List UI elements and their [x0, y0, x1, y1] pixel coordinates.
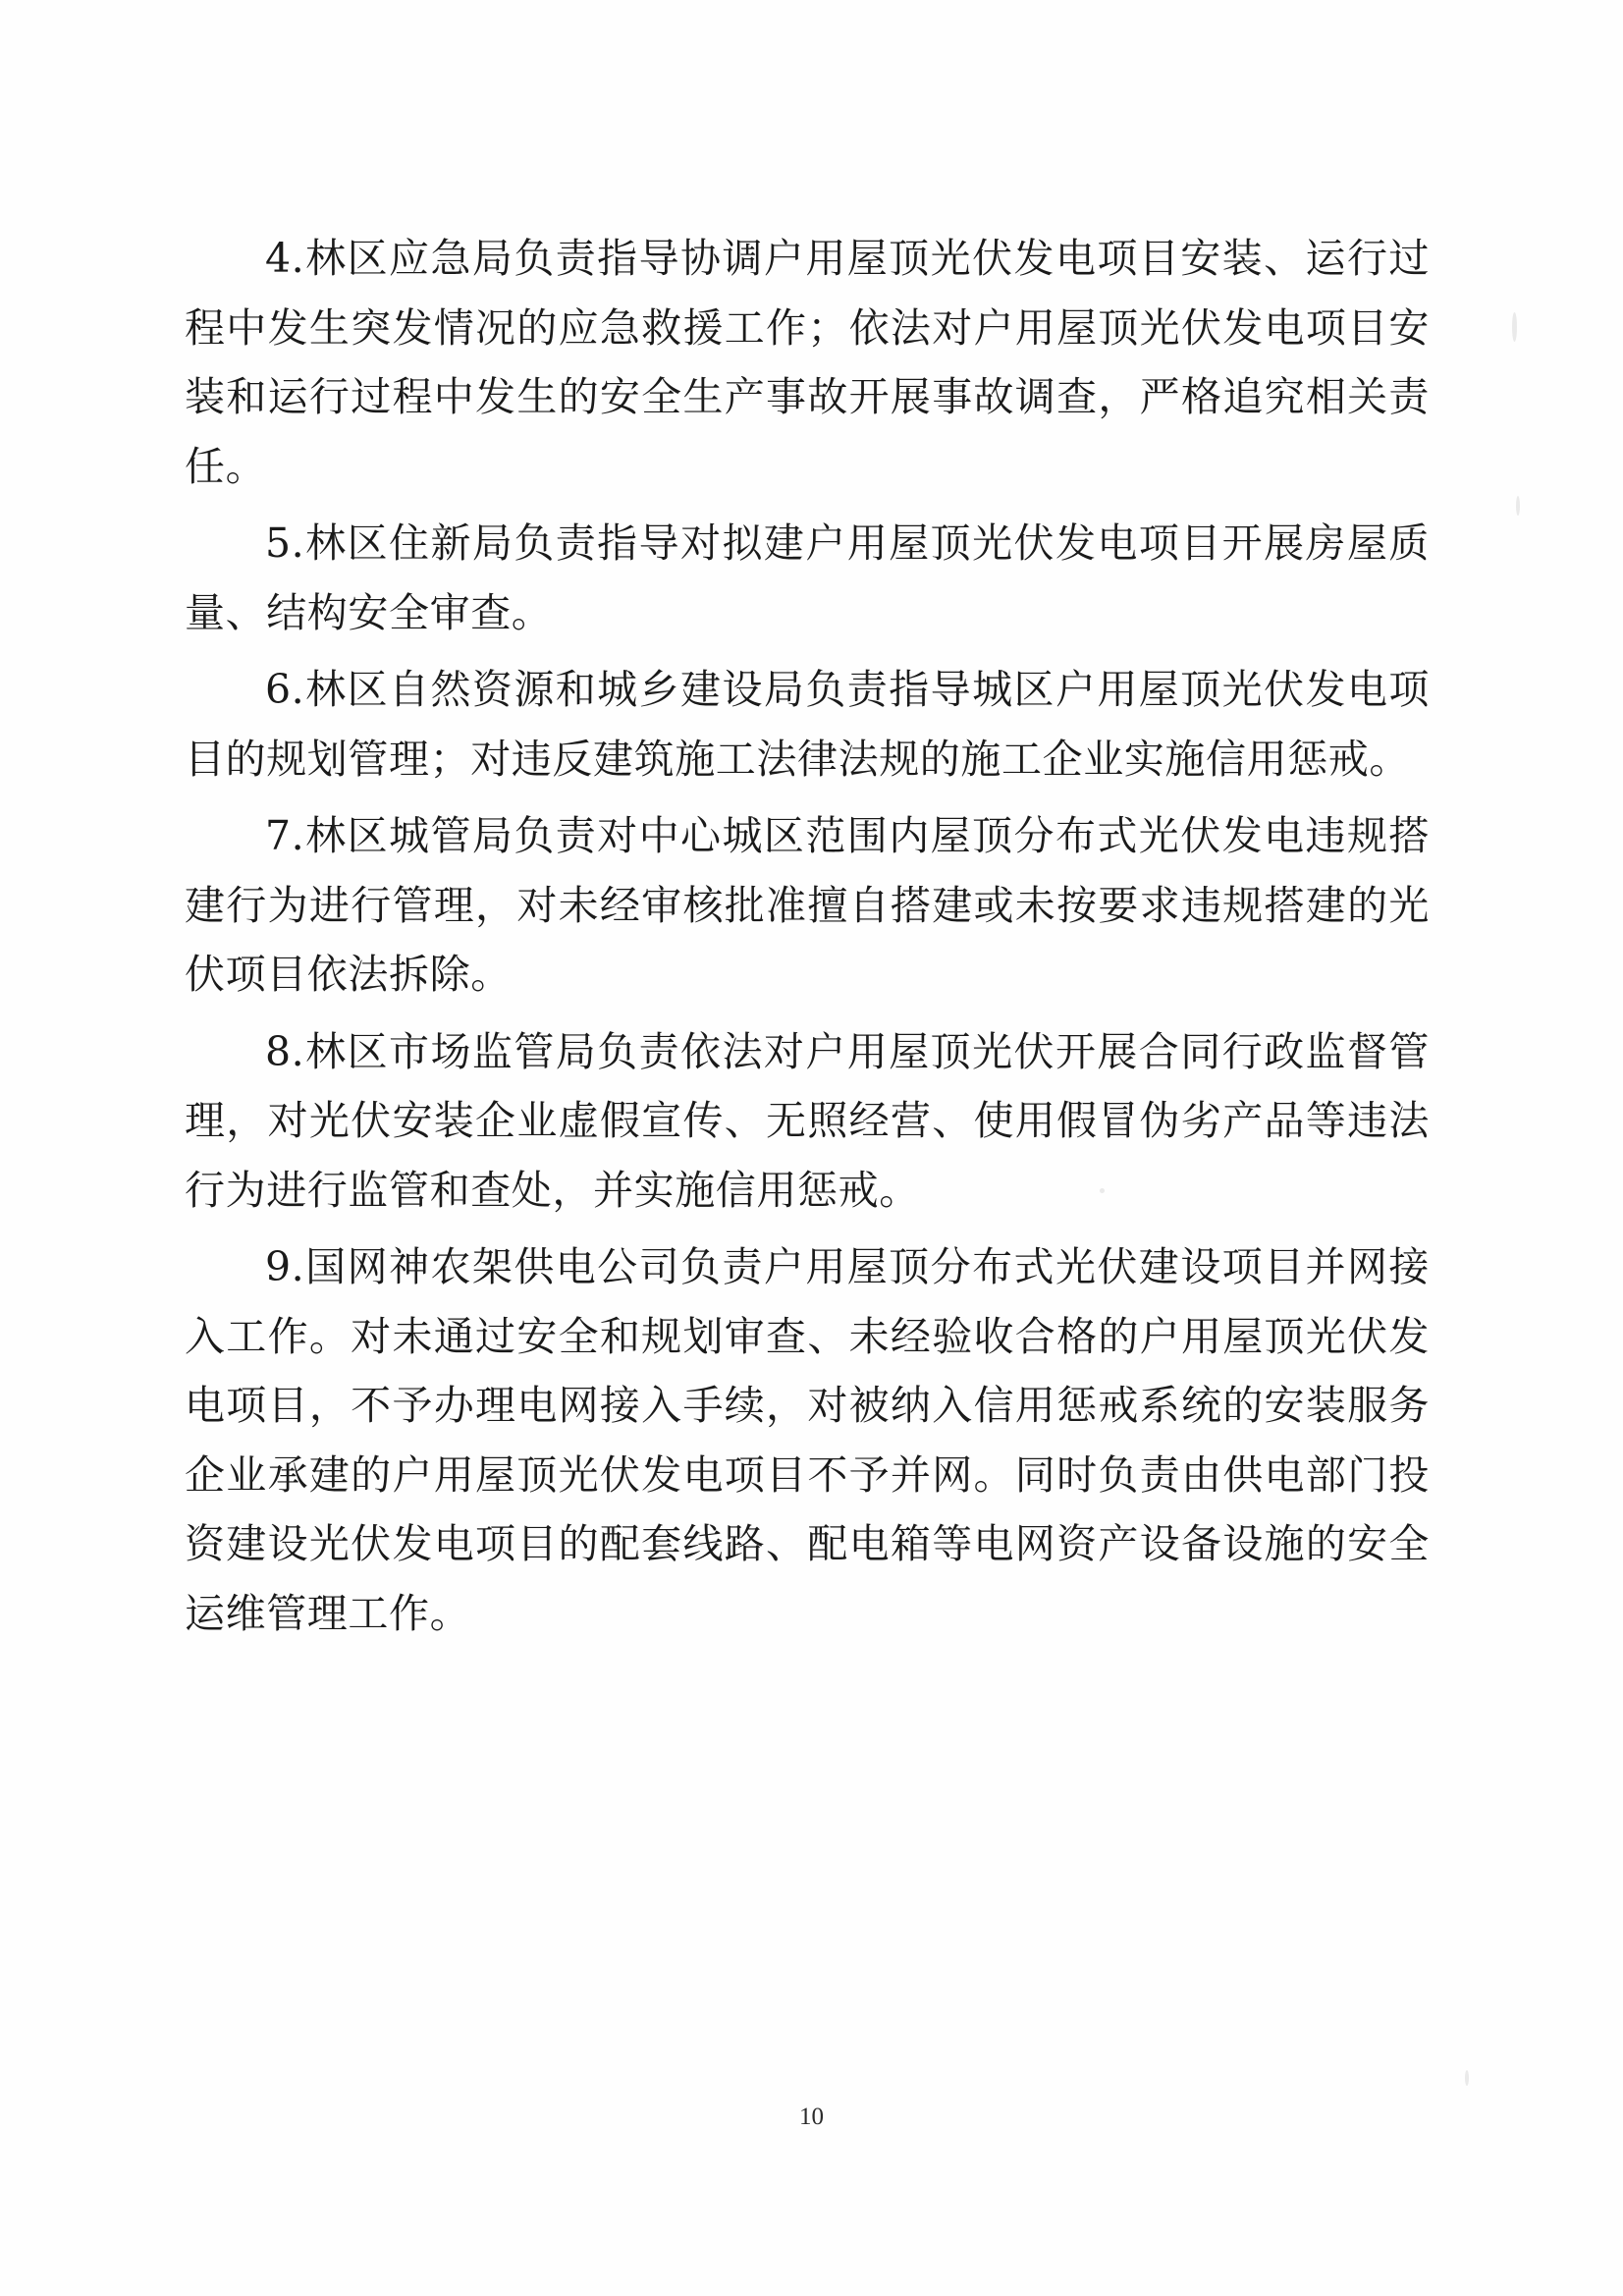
- paragraph-4: 4.林区应急局负责指导协调户用屋顶光伏发电项目安装、运行过程中发生突发情况的应急救援工作；依法对户用屋顶光伏发电项目安装和运行过程中发生的安全生产事故开展事故调查，严格追究相关责任。: [185, 235, 1430, 490]
- page-speck: [1465, 2070, 1469, 2086]
- document-body: [185, 224, 1430, 1656]
- page-speck: [1512, 312, 1517, 342]
- paragraph-6: 6.林区自然资源和城乡建设局负责指导城区户用屋顶光伏发电项目的规划管理；对违反建筑施工法律法规的施工企业实施信用惩戒。: [185, 666, 1430, 783]
- paragraph-7: 7.林区城管局负责对中心城区范围内屋顶分布式光伏发电违规搭建行为进行管理，对未经审核批准擅自搭建或未按要求违规搭建的光伏项目依法拆除。: [185, 812, 1430, 999]
- page-number: 10: [799, 2104, 824, 2130]
- paragraph-8: 8.林区市场监管局负责依法对户用屋顶光伏开展合同行政监督管理，对光伏安装企业虚假宣传、无照经营、使用假冒伪劣产品等违法行为进行监管和查处，并实施信用惩戒。: [185, 1027, 1430, 1214]
- paragraph-9: 9.国网神农架供电公司负责户用屋顶分布式光伏建设项目并网接入工作。对未通过安全和规划审查、未经验收合格的户用屋顶光伏发电项目，不予办理电网接入手续，对被纳入信用惩戒系统的安装服务企业承建的户用屋顶光伏发电项目不予并网。同时负责由供电部门投资建设光伏发电项目的配套线路、配电箱等电网资产设备设施的安全运维管理工作。: [185, 1243, 1430, 1637]
- paragraph-5: 5.林区住新局负责指导对拟建户用屋顶光伏发电项目开展房屋质量、结构安全审查。: [185, 519, 1430, 636]
- page-speck: [1516, 496, 1520, 516]
